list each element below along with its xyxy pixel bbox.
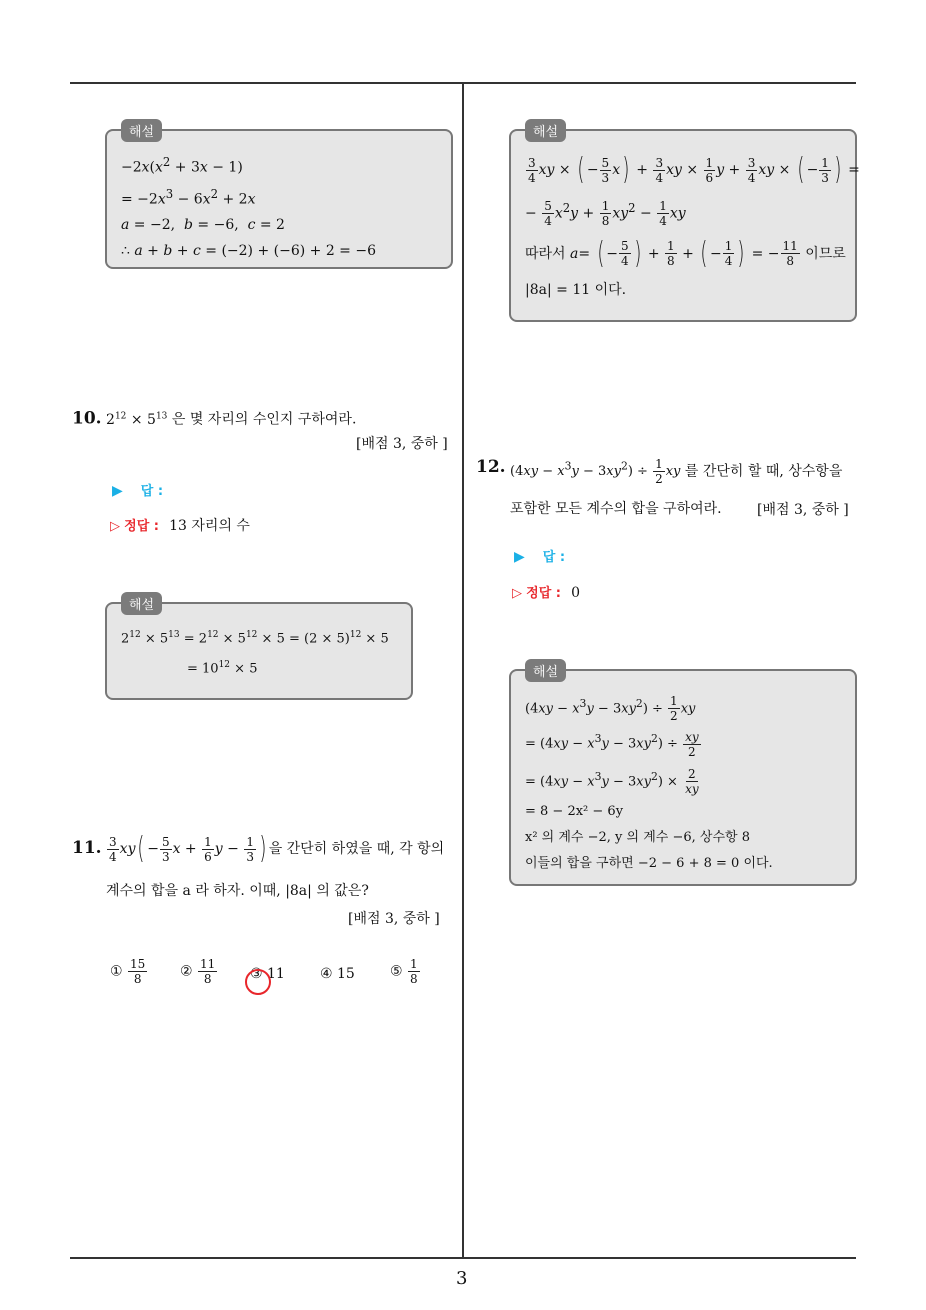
choice-3[interactable]: ③ 11 xyxy=(250,966,285,982)
box-line: $-2x(x^2 + 3x - 1)$ xyxy=(121,155,243,176)
play-triangle-icon: ▶ xyxy=(112,483,123,499)
correct-answer-value: 13 자리의 수 xyxy=(169,518,250,534)
question-11-line2: 계수의 합을 a 라 하자. 이때, |8a| 의 값은? xyxy=(106,883,369,899)
question-text: 를 간단히 할 때, 상수항을 xyxy=(684,463,843,480)
box-line: $2^{12} \times 5^{13} = 2^{12} \times 5^{12} \times 5 = (2 \times 5)^{12} \times 5$ xyxy=(121,630,389,647)
explanation-tag: 해설 xyxy=(121,592,162,615)
answer-field[interactable] xyxy=(514,546,565,565)
box-line: = $-2x^3 - 6x^2 + 2x$ xyxy=(121,186,256,208)
answer-label: 답 : xyxy=(140,484,164,499)
box-line: = $10^{12} \times 5$ xyxy=(187,660,258,677)
choice-list xyxy=(110,958,440,998)
play-triangle-icon: ▶ xyxy=(514,549,525,565)
box-line: ∴ a + b + c = (−2) + (−6) + 2 = −6 xyxy=(121,243,377,260)
box-line: = $(4xy - x^3y - 3xy^2)$ × $\frac{2}{xy}$ xyxy=(525,766,699,796)
box-line: |8a| = 11 이다. xyxy=(525,281,627,298)
correct-answer-label: 정답 : xyxy=(124,519,159,534)
box-line: $\frac{3}{4}$ xy × ( − $\frac{5}{3}$ x) + $\frac{3}{4}$ xy × $\frac{1}{6}$ y + $\frac{3}{4}$ xy × ( − $\frac{1}{3}$ ) = xyxy=(528,152,860,187)
question-number: 11. xyxy=(72,838,102,858)
box-line: = 8 − 2x² − 6y xyxy=(525,803,624,819)
correct-answer xyxy=(110,515,250,535)
question-expression: $2^{12} \times 5^{13}$ xyxy=(106,411,168,428)
explanation-box-12 xyxy=(509,665,857,886)
score-label: [배점 3, 중하 ] xyxy=(348,911,440,927)
column-divider xyxy=(462,84,464,1258)
question-12: 12. $(4xy - x^3y - 3xy^2)$ ÷ $\frac{1}{2}$ xy 를 간단히 할 때, 상수항을 xyxy=(476,457,843,487)
question-11: 11. $\frac{3}{4}$ xy( − $\frac{5}{3}$ x + $\frac{1}{6}$ y − $\frac{1}{3}$ ) 을 간단히 하였을 때, 각 항의 xyxy=(72,831,445,866)
score-label: [배점 3, 중하 ] xyxy=(757,502,849,518)
box-line: a = −2, b = −6, c = 2 xyxy=(121,217,285,234)
answer-label: 답 : xyxy=(542,550,566,565)
explanation-tag: 해설 xyxy=(525,659,566,682)
box-line: = $(4xy - x^3y - 3xy^2)$ ÷ $\frac{xy}{2}$ xyxy=(525,729,699,759)
question-number: 12. xyxy=(476,457,506,477)
box-line: − $\frac{5}{4}$ $x^2y$ + $\frac{1}{8}$ $xy^2$ − $\frac{1}{4}$ xy xyxy=(525,199,686,229)
box-line: $(4xy - x^3y - 3xy^2)$ ÷ $\frac{1}{2}$ xy xyxy=(525,694,696,724)
question-text: 은 몇 자리의 수인지 구하여라. xyxy=(171,411,357,428)
choice-5[interactable]: ⑤ $\frac{1}{8}$ xyxy=(390,957,418,986)
box-line: x² 의 계수 −2, y 의 계수 −6, 상수항 8 xyxy=(525,829,750,845)
question-10 xyxy=(72,405,457,431)
outline-triangle-icon: ▷ xyxy=(512,586,522,601)
correct-answer-label: 정답 : xyxy=(526,586,561,601)
question-text: 을 간단히 하였을 때, 각 항의 xyxy=(268,841,445,857)
choice-2[interactable]: ② $\frac{11}{8}$ xyxy=(180,957,216,986)
explanation-box-9 xyxy=(105,125,453,269)
page-number: 3 xyxy=(456,1268,468,1289)
selected-circle-icon xyxy=(245,969,271,995)
explanation-tag: 해설 xyxy=(525,119,566,142)
choice-4[interactable]: ④ 15 xyxy=(320,966,355,982)
bottom-rule xyxy=(70,1257,856,1259)
correct-answer-value: 0 xyxy=(571,585,581,601)
explanation-box-10 xyxy=(105,598,413,700)
question-number: 10. xyxy=(72,408,102,429)
score-label: [배점 3, 중하 ] xyxy=(356,436,448,452)
explanation-tag: 해설 xyxy=(121,119,162,142)
fraction: $\frac{3}{4}$ xyxy=(109,834,117,864)
outline-triangle-icon: ▷ xyxy=(110,519,120,534)
box-line: 이들의 합을 구하면 −2 − 6 + 8 = 0 이다. xyxy=(525,855,773,871)
box-line: 따라서 a= ( − $\frac{5}{4}$ ) + $\frac{1}{8}$ + ( − $\frac{1}{4}$ ) = − $\frac{11}{8}$ 이므로 xyxy=(525,235,846,271)
choice-1[interactable]: ① $\frac{15}{8}$ xyxy=(110,957,146,986)
answer-field[interactable] xyxy=(112,480,163,499)
question-12-line2: 포함한 모든 계수의 합을 구하여라. xyxy=(510,501,722,517)
explanation-box-11 xyxy=(509,125,860,322)
correct-answer xyxy=(512,582,580,601)
